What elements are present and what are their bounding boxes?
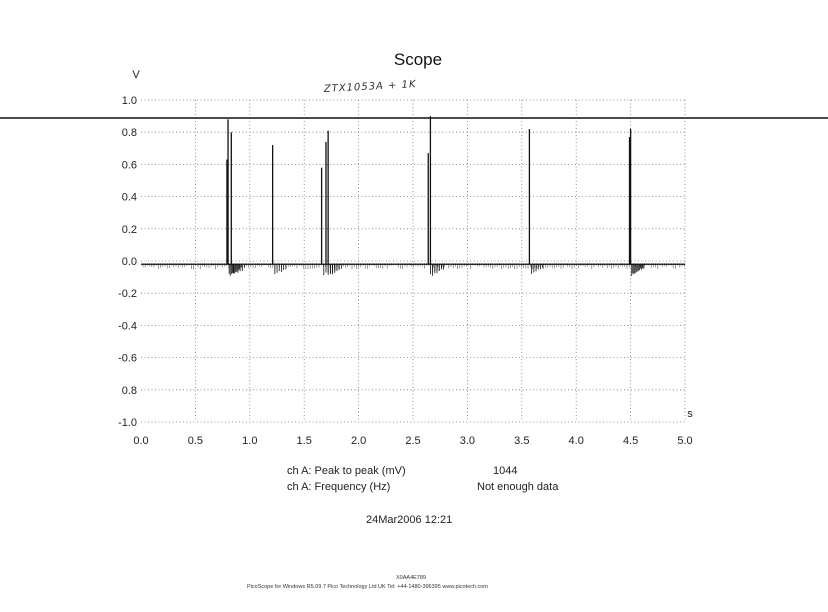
- frequency-value: Not enough data: [477, 481, 559, 493]
- y-tick-label: 0.4: [121, 191, 137, 204]
- x-tick-labels: [133, 435, 692, 447]
- footer-credits: PicoScope for Windows R5.09.7 Pico Technology Ltd UK Tel: +44-1480-396395 www.picotech.com: [247, 584, 488, 590]
- y-axis-unit-label: V: [132, 69, 140, 81]
- x-tick-label: 1.5: [296, 435, 312, 447]
- footer-code: X0AA4E789: [396, 575, 426, 581]
- y-tick-label: -1.0: [118, 417, 137, 429]
- peak-value: 1044: [493, 465, 518, 477]
- x-tick-label: 3.5: [514, 435, 530, 447]
- x-tick-label: 0.5: [187, 435, 204, 447]
- grid-layer: [141, 100, 685, 422]
- y-tick-labels: [118, 95, 137, 429]
- frequency-label: ch A: Frequency (Hz): [287, 481, 391, 493]
- x-tick-label: 4.0: [568, 435, 584, 447]
- y-tick-label: 0.8: [121, 384, 137, 397]
- y-tick-label: 0.8: [121, 127, 137, 140]
- timestamp: 24Mar2006 12:21: [366, 514, 453, 526]
- peak-label: ch A: Peak to peak (mV): [287, 465, 406, 477]
- y-tick-label: 0.0: [121, 256, 137, 268]
- x-tick-label: 3.0: [459, 435, 476, 447]
- chart-title: Scope: [393, 50, 443, 69]
- y-tick-label: -0.6: [118, 352, 137, 365]
- y-tick-label: -0.2: [118, 288, 137, 301]
- handwritten-annotation: ZTX1053A + 1K: [323, 79, 417, 95]
- y-tick-label: 0.2: [121, 223, 137, 236]
- x-tick-label: 1.0: [242, 435, 258, 447]
- y-tick-label: 1.0: [121, 95, 137, 107]
- x-tick-label: 5.0: [677, 435, 693, 447]
- x-tick-label: 4.5: [622, 435, 639, 447]
- x-tick-label: 2.5: [405, 435, 421, 447]
- y-tick-label: -0.4: [118, 320, 137, 333]
- y-tick-label: 0.6: [121, 159, 137, 172]
- x-axis-unit-label: s: [687, 408, 693, 420]
- x-tick-label: 0.0: [133, 435, 149, 447]
- trace-layer: [141, 116, 685, 276]
- x-tick-label: 2.0: [350, 435, 367, 447]
